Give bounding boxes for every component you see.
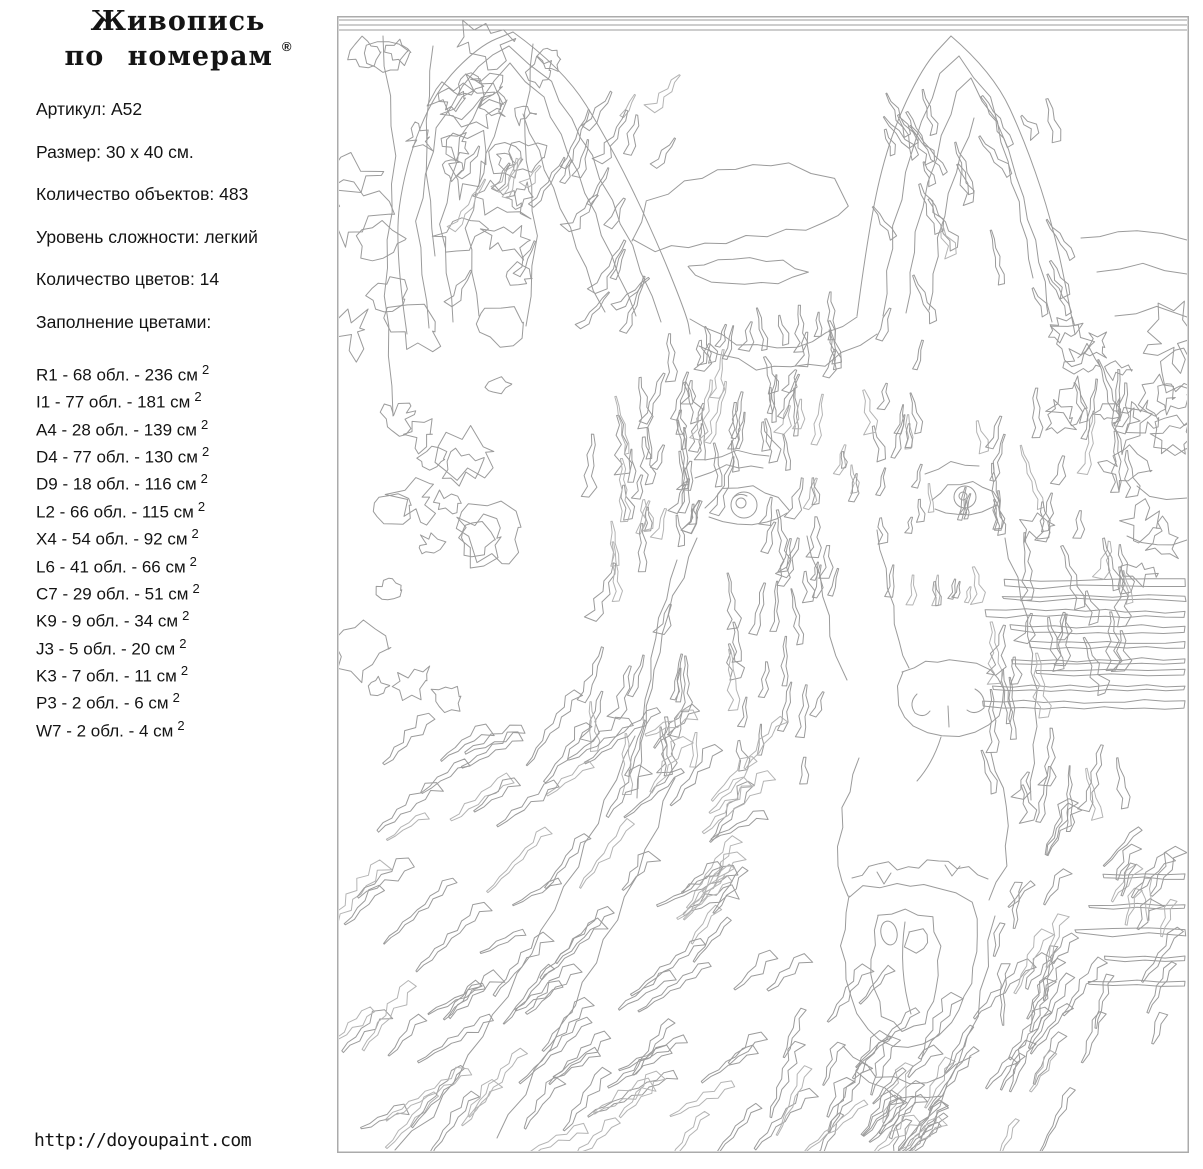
color-fill-row: C7 - 29 обл. - 51 см $^2$ (36, 580, 200, 604)
product-info-block (36, 99, 258, 354)
color-fill-row: J3 - 5 обл. - 20 см $^2$ (36, 635, 187, 659)
color-fill-row: R1 - 68 обл. - 236 см $^2$ (36, 362, 210, 385)
article-line: Артикул: A52 (36, 99, 143, 119)
color-fill-row: X4 - 54 обл. - 92 см $^2$ (36, 526, 199, 549)
color-fill-row: A4 - 28 обл. - 139 см $^2$ (36, 416, 209, 440)
registered-trademark-mark: ® (281, 39, 292, 55)
color-fill-row: L2 - 66 обл. - 115 см $^2$ (36, 498, 206, 522)
dog-mouth (838, 753, 1009, 1099)
website-url: http://doyoupaint.com (34, 1130, 252, 1151)
color-fill-row: K3 - 7 обл. - 11 см $^2$ (36, 662, 189, 686)
difficulty-line: Уровень сложности: легкий (36, 226, 258, 247)
objects-count-line: Количество объектов: 483 (36, 184, 249, 204)
colors-count-line: Количество цветов: 14 (36, 269, 220, 289)
color-fill-row: D4 - 77 обл. - 130 см $^2$ (36, 444, 210, 467)
dog-nose (807, 530, 1004, 781)
color-fill-row: K9 - 9 обл. - 34 см $^2$ (36, 608, 190, 631)
dog-ears (398, 32, 1075, 334)
brand-name-line2-row (26, 40, 330, 71)
paint-by-numbers-canvas (337, 16, 1189, 1153)
color-fill-row: L6 - 41 обл. - 66 см $^2$ (36, 553, 197, 577)
color-fill-row: I1 - 77 обл. - 181 см $^2$ (36, 389, 202, 413)
color-fill-row: W7 - 2 обл. - 4 см $^2$ (36, 717, 185, 741)
brand-name-line1: Живопись (90, 6, 266, 37)
fill-list-header: Заполнение цветами: (36, 311, 212, 332)
color-fill-row: D9 - 18 обл. - 116 см $^2$ (36, 471, 208, 495)
color-fill-list (36, 359, 209, 742)
color-fill-row: P3 - 2 обл. - 6 см $^2$ (36, 690, 180, 713)
dog-fur-texture (337, 292, 1187, 1153)
brand-name-line2: по номерам (64, 41, 273, 73)
size-line: Размер: 30 x 40 см. (36, 141, 194, 162)
brand-logo (26, 8, 330, 72)
